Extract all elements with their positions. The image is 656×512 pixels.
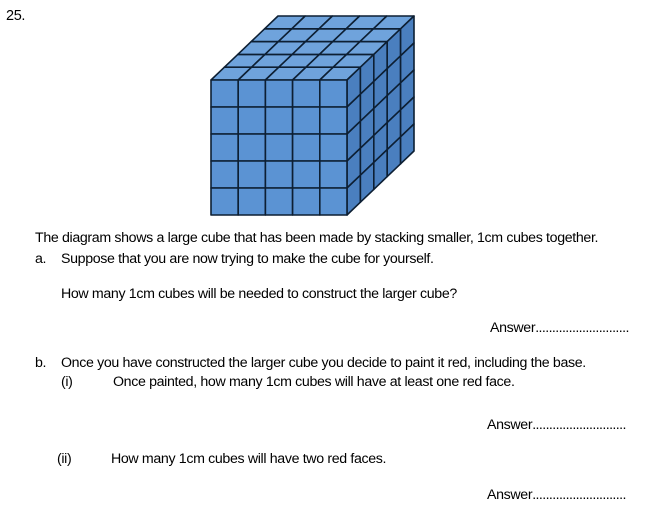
part-a-label: a. xyxy=(35,251,47,267)
part-a-text: Suppose that you are now trying to make the cube for yourself. xyxy=(61,251,434,267)
cube-front-cell xyxy=(320,134,347,161)
question-number: 25. xyxy=(6,8,26,24)
part-b-i-label: (i) xyxy=(61,374,73,390)
cube-front-cell xyxy=(293,161,320,188)
cube-front-cell xyxy=(238,134,265,161)
cube-front-cell xyxy=(320,188,347,215)
cube-front-cell xyxy=(211,107,238,134)
answer-label: Answer xyxy=(487,417,533,433)
cube-front-cell xyxy=(265,188,292,215)
part-b-label: b. xyxy=(35,355,47,371)
answer-label: Answer xyxy=(490,320,536,336)
question-intro: The diagram shows a large cube that has been made by stacking smaller, 1cm cubes together. xyxy=(35,230,599,246)
part-b-i-text: Once painted, how many 1cm cubes will have at least one red face. xyxy=(113,374,515,390)
cube-diagram xyxy=(0,0,656,230)
cube-front-cell xyxy=(265,107,292,134)
cube-front-cell xyxy=(211,161,238,188)
cube-front-cell xyxy=(265,161,292,188)
answer-dots: ............................ xyxy=(532,417,626,433)
part-b-ii-text: How many 1cm cubes will have two red faces. xyxy=(111,451,387,467)
answer-b-i-field[interactable] xyxy=(487,416,626,434)
answer-dots: ............................ xyxy=(535,320,629,336)
cube-front-cell xyxy=(293,134,320,161)
answer-a-field[interactable] xyxy=(490,319,629,337)
cube-front-cell xyxy=(238,161,265,188)
cube-front-cell xyxy=(320,80,347,107)
cube-front-cell xyxy=(238,80,265,107)
cube-front-cell xyxy=(293,80,320,107)
cube-front-cell xyxy=(320,161,347,188)
cube-front-cell xyxy=(265,80,292,107)
part-b-text: Once you have constructed the larger cube you decide to paint it red, including the base. xyxy=(61,355,586,371)
cube-front-cell xyxy=(293,107,320,134)
answer-b-ii-field[interactable] xyxy=(487,486,626,504)
cube-front-cell xyxy=(238,188,265,215)
part-b-ii-label: (ii) xyxy=(57,451,72,467)
cube-front-cell xyxy=(211,188,238,215)
part-a-question: How many 1cm cubes will be needed to construct the larger cube? xyxy=(61,286,457,302)
cube-front-cell xyxy=(293,188,320,215)
cube-front-cell xyxy=(265,134,292,161)
answer-dots: ............................ xyxy=(532,487,626,503)
answer-label: Answer xyxy=(487,487,533,503)
cube-front-cell xyxy=(211,80,238,107)
cube-front-cell xyxy=(211,134,238,161)
cube-front-cell xyxy=(238,107,265,134)
cube-front-cell xyxy=(320,107,347,134)
